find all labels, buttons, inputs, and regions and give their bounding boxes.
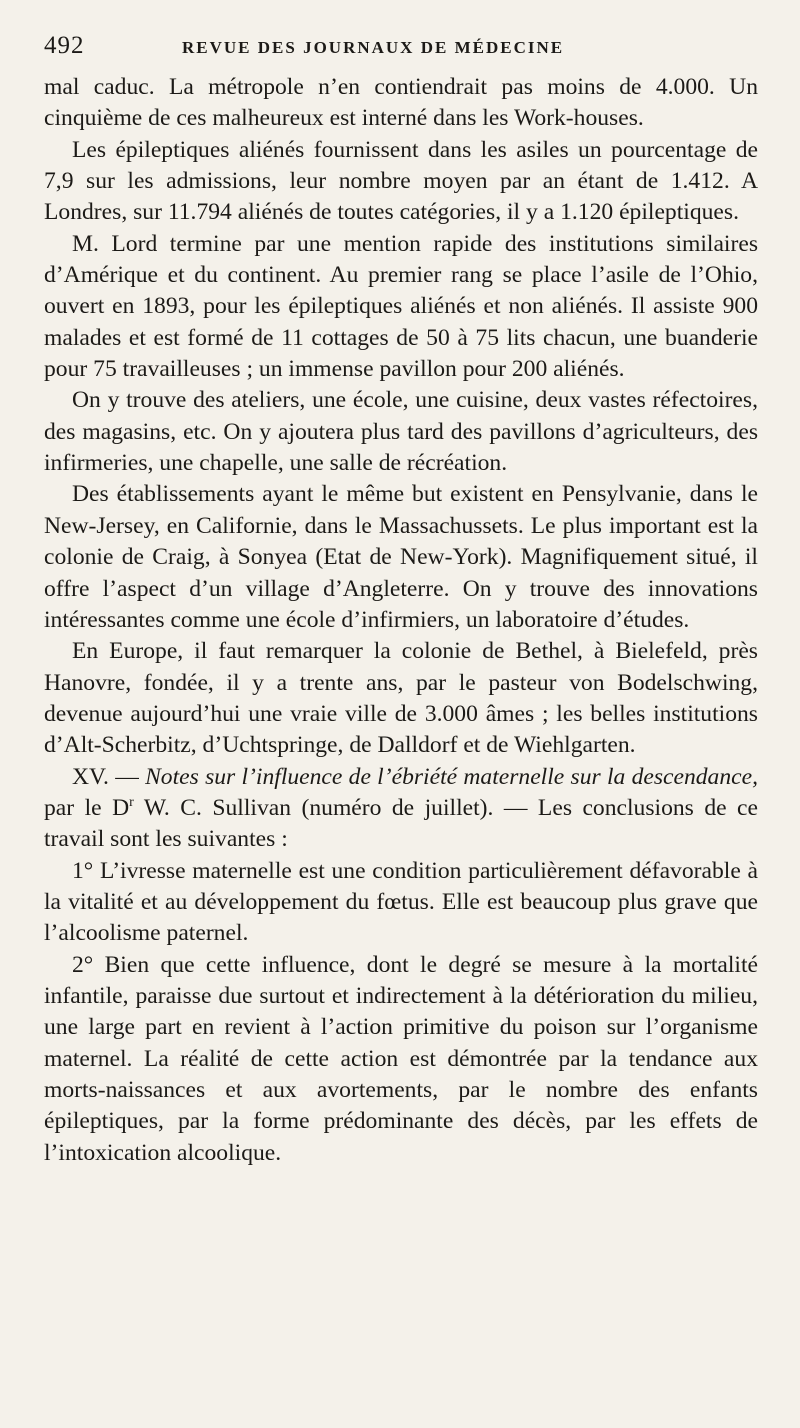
author-title-superscript: r [129,794,134,810]
author-prefix: par le D [44,794,130,821]
article-title: Notes sur l’influence de l’ébriété maternelle sur la descendance, [145,763,758,790]
running-header [44,30,758,70]
conclusion-2: 2° Bien que cette influence, dont le degré se mesure à la mortalité infantile, paraisse due surtout et indirectement à la détérioration du milieu, une large part en revient à l’action primitive du poison sur l’organisme maternel. La réalité de cette action est démontrée par la tendance aux morts-naissances et aux avortements, par le nombre des enfants épileptiques, par la forme prédominante des décès, par les effets de l’intoxication alcoolique. [44,951,758,1166]
paragraph-continuation: mal caduc. La métropole n’en contiendrait pas moins de 4.000. Un cinquième de ces malheureux est interné dans les Work-houses. [44,74,758,132]
paragraph-ohio-facilities: On y trouve des ateliers, une école, une cuisine, deux vastes réfectoires, des magasins, etc. On y ajoutera plus tard des pavillons d’agriculteurs, des infirmeries, une chapelle, une salle de récréation. [44,387,758,477]
running-title: REVUE DES JOURNAUX DE MÉDECINE [182,38,565,57]
paragraph-lord-institutions: M. Lord termine par une mention rapide des institutions similaires d’Amérique et du continent. Au premier rang se place l’asile de l’Ohio, ouvert en 1893, pour les épileptiques aliénés et non aliénés. Il assiste 900 malades et est formé de 11 cottages de 50 à 75 lits chacun, une buanderie pour 75 travailleuses ; un immense pavillon pour 200 aliénés. [44,230,758,383]
conclusion-1: 1° L’ivresse maternelle est une condition particulièrement défavorable à la vitalité et au développement du fœtus. Elle est beaucoup plus grave que l’alcoolisme paternel. [44,857,758,947]
paragraph-european-colonies: En Europe, il faut remarquer la colonie de Bethel, à Bielefeld, près Hanovre, fondée, il y a trente ans, par le pasteur von Bodelschwing, devenue aujourd’hui une vraie ville de 3.000 âmes ; les belles institutions d’Alt-Scherbitz, d’Uchtspringe, de Dalldorf et de Wiehlgarten. [44,638,758,759]
section-numeral: XV. — [72,763,146,790]
page-number: 492 [44,32,85,59]
paragraph-section-xv [44,762,758,856]
paragraph-american-establishments: Des établissements ayant le même but existent en Pensylvanie, dans le New-Jersey, en Californie, dans le Massachussets. Le plus important est la colonie de Craig, à Sonyea (Etat de New-York). Magnifiquement situé, il offre l’aspect d’un village d’Angleterre. On y trouve des innovations intéressantes comme une école d’infirmiers, un laboratoire d’études. [44,481,758,633]
author-and-summary: W. C. Sullivan (numéro de juillet). — Les conclusions de ce travail sont les suivantes : [44,794,758,853]
document-page [44,30,758,1169]
paragraph-epileptic-statistics: Les épileptiques aliénés fournissent dans les asiles un pourcentage de 7,9 sur les admissions, leur nombre moyen par an étant de 1.412. A Londres, sur 11.794 aliénés de toutes catégories, il y a 1.120 épileptiques. [44,136,758,226]
body-text [44,72,758,1169]
